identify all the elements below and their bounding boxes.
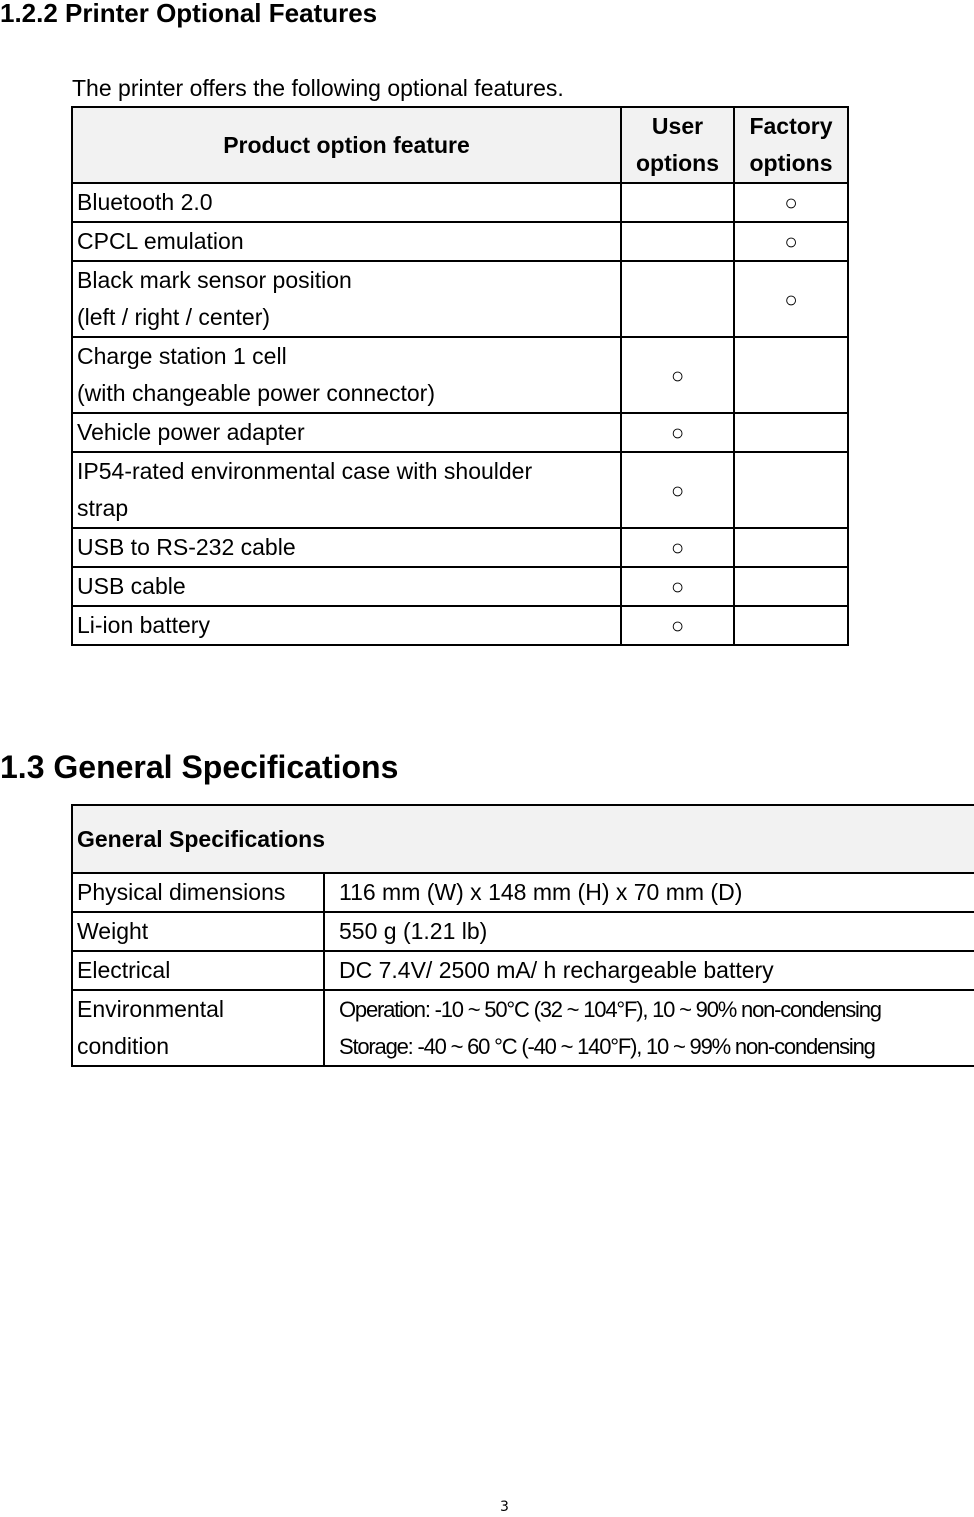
factory-option-mark — [734, 528, 848, 567]
spec-label: Physical dimensions — [72, 873, 324, 912]
factory-option-mark — [734, 567, 848, 606]
table-row — [72, 452, 848, 528]
feature-cell: IP54-rated environmental case with shoulder strap — [72, 452, 621, 528]
spec-value: DC 7.4V/ 2500 mA/ h rechargeable battery — [324, 951, 974, 990]
section-heading-general-specifications: 1.3 General Specifications — [0, 749, 399, 785]
table-row — [72, 261, 848, 337]
feature-cell: USB cable — [72, 567, 621, 606]
feature-cell: Bluetooth 2.0 — [72, 183, 621, 222]
spec-value: Operation: -10 ~ 50°C (32 ~ 104°F), 10 ~ 90% non-condensing Storage: -40 ~ 60 °C (-40 ~ 140°F), 10 ~ 99% non-condensing — [324, 990, 974, 1066]
factory-option-mark: ○ — [734, 222, 848, 261]
factory-option-mark — [734, 452, 848, 528]
table-row — [72, 912, 974, 951]
column-header-user-options: User options — [621, 107, 734, 183]
spec-label: Weight — [72, 912, 324, 951]
page-number: 3 — [500, 1499, 509, 1515]
optional-features-table — [71, 106, 849, 646]
general-specifications-table — [71, 804, 974, 1067]
table-row — [72, 606, 848, 645]
factory-option-mark — [734, 337, 848, 413]
factory-option-mark: ○ — [734, 261, 848, 337]
user-option-mark — [621, 222, 734, 261]
user-option-mark: ○ — [621, 528, 734, 567]
table-row — [72, 183, 848, 222]
column-header-feature: Product option feature — [72, 107, 621, 183]
user-option-mark: ○ — [621, 452, 734, 528]
feature-cell: Li-ion battery — [72, 606, 621, 645]
user-option-mark: ○ — [621, 413, 734, 452]
section-heading-printer-optional-features: 1.2.2 Printer Optional Features — [0, 0, 378, 28]
table-row — [72, 873, 974, 912]
intro-paragraph: The printer offers the following optional features. — [72, 75, 564, 101]
feature-cell: CPCL emulation — [72, 222, 621, 261]
table-row — [72, 951, 974, 990]
spec-value: 116 mm (W) x 148 mm (H) x 70 mm (D) — [324, 873, 974, 912]
factory-option-mark — [734, 413, 848, 452]
user-option-mark: ○ — [621, 567, 734, 606]
factory-option-mark — [734, 606, 848, 645]
table-header-row — [72, 805, 974, 873]
spec-table-header: General Specifications — [72, 805, 974, 873]
table-header-row — [72, 107, 848, 183]
feature-cell: Black mark sensor position (left / right / center) — [72, 261, 621, 337]
feature-cell: USB to RS-232 cable — [72, 528, 621, 567]
column-header-factory-options: Factory options — [734, 107, 848, 183]
table-row — [72, 413, 848, 452]
table-row — [72, 222, 848, 261]
table-row — [72, 528, 848, 567]
user-option-mark — [621, 261, 734, 337]
table-row — [72, 990, 974, 1066]
spec-label: Environmental condition — [72, 990, 324, 1066]
table-row — [72, 337, 848, 413]
user-option-mark: ○ — [621, 606, 734, 645]
spec-label: Electrical — [72, 951, 324, 990]
feature-cell: Charge station 1 cell (with changeable power connector) — [72, 337, 621, 413]
feature-cell: Vehicle power adapter — [72, 413, 621, 452]
table-row — [72, 567, 848, 606]
factory-option-mark: ○ — [734, 183, 848, 222]
user-option-mark: ○ — [621, 337, 734, 413]
spec-value: 550 g (1.21 lb) — [324, 912, 974, 951]
user-option-mark — [621, 183, 734, 222]
